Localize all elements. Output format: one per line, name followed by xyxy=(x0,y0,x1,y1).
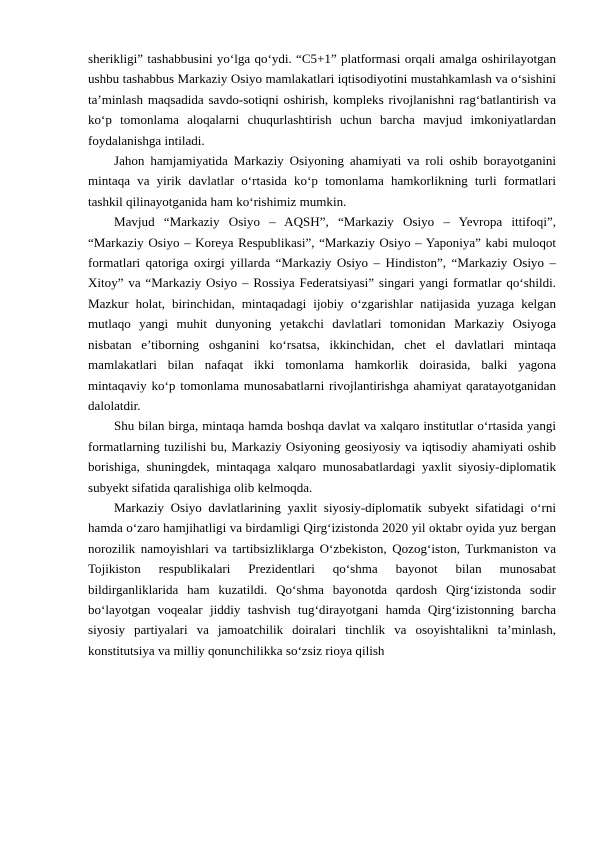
body-text xyxy=(88,49,556,661)
paragraph-continuation: sherikligi” tashabbusini yo‘lga qo‘ydi. “C5+1” platformasi orqali amalga oshirilayotgan ushbu tashabbus Markaziy Osiyo mamlakatlari iqtisodiyotini mustahkamlash va o‘sishini ta’minlash maqsadida savdo-sotiqni oshirish, kompleks rivojlanishni rag‘batlantirish va ko‘p tomonlama aloqalarni chuqurlashtirish uchun barcha mavjud imkoniyatlardan foydalanishga intiladi. xyxy=(88,51,556,148)
paragraph: Markaziy Osiyo davlatlarining yaxlit siyosiy-diplomatik subyekt sifatidagi o‘rni hamda o‘zaro hamjihatligi va birdamligi Qirg‘izistonda 2020 yil oktabr oyida yuz bergan norozilik namoyishlari va tartibsizliklarga O‘zbekiston, Qozog‘iston, Turkmaniston va Tojikiston respublikalari Prezidentlari qo‘shma bayonot bilan munosabat bildirganliklarida ham kuzatildi. Qo‘shma bayonotda qardosh Qirg‘izistonda sodir bo‘layotgan voqealar jiddiy tashvish tug‘dirayotgani hamda Qirg‘izistonning barcha siyosiy partiyalari va jamoatchilik doiralari tinchlik va osoyishtalikni ta’minlash, konstitutsiya va milliy qonunchilikka so‘zsiz rioya qilish xyxy=(88,499,556,658)
paragraph: Shu bilan birga, mintaqa hamda boshqa davlat va xalqaro institutlar o‘rtasida yangi formatlarning tuzilishi bu, Markaziy Osiyoning geosiyosiy va iqtisodiy ahamiyati oshib borishiga, shuningdek, mintaqaga xalqaro munosabatlardagi yaxlit siyosiy-diplomatik subyekt sifatida qaralishiga olib kelmoqda. xyxy=(88,418,556,495)
paragraph: Mavjud “Markaziy Osiyo – AQSH”, “Markaziy Osiyo – Yevropa ittifoqi”, “Markaziy Osiyo – Koreya Respublikasi”, “Markaziy Osiyo – Yaponiya” kabi muloqot formatlari qatoriga oxirgi yillarda “Markaziy Osiyo – Hindiston”, “Markaziy Osiyo – Xitoy” va “Markaziy Osiyo – Rossiya Federatsiyasi” singari yangi formatlar qo‘shildi. Mazkur holat, birinchidan, mintaqadagi ijobiy o‘zgarishlar natijasida yuzaga kelgan mutlaqo yangi muhit dunyoning yetakchi davlatlari tomonidan Markaziy Osiyoga nisbatan e’tiborning oshganini ko‘rsatsa, ikkinchidan, chet el davlatlari mintaqa mamlakatlari bilan nafaqat ikki tomonlama hamkorlik doirasida, balki yagona mintaqaviy ko‘p tomonlama munosabatlarni rivojlantirishga ahamiyat qaratayotganidan dalolatdir. xyxy=(88,214,556,413)
paragraph: Jahon hamjamiyatida Markaziy Osiyoning ahamiyati va roli oshib borayotganini mintaqa va yirik davlatlar o‘rtasida ko‘p tomonlama hamkorlikning turli formatlari tashkil qilinayotganida ham ko‘rishimiz mumkin. xyxy=(88,153,556,209)
